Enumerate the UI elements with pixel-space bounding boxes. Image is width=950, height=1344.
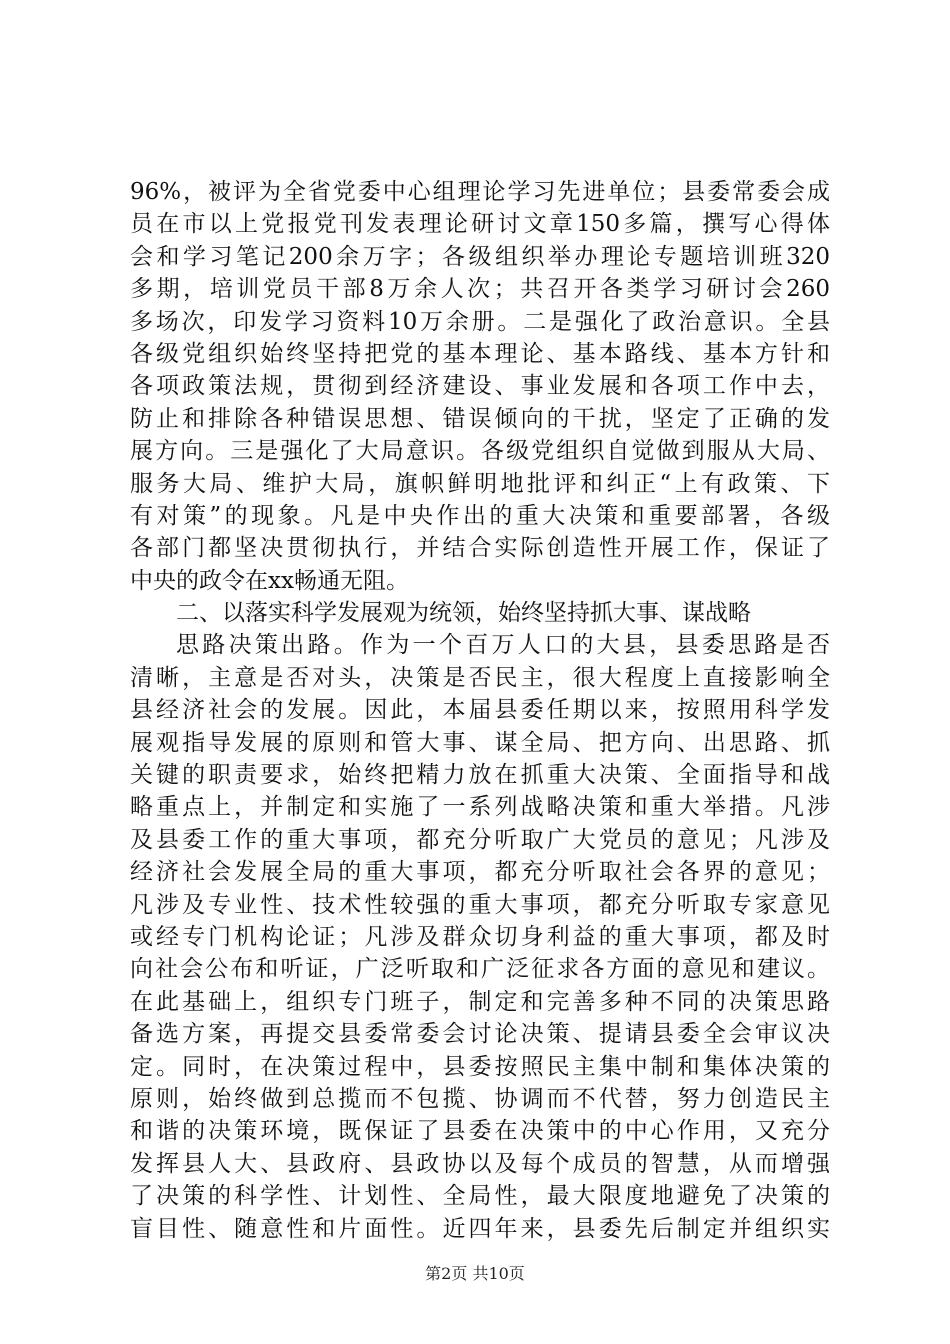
text-line: 服务大局、维护大局，旗帜鲜明地批评和纠正“上有政策、下	[130, 470, 830, 497]
text-line: 发挥县人大、县政府、县政协以及每个成员的智慧，从而增强	[130, 1150, 830, 1177]
text-line: 多场次，印发学习资料10万余册。二是强化了政治意识。全县	[130, 308, 830, 335]
section-heading: 二、以落实科学发展观为统领，始终坚持抓大事、谋战略	[176, 600, 751, 627]
text-line: 各项政策法规，贯彻到经济建设、事业发展和各项工作中去，	[130, 373, 830, 400]
text-line: 向社会公布和听证，广泛听取和广泛征求各方面的意见和建议。	[130, 956, 830, 983]
text-line: 会和学习笔记200余万字；各级组织举办理论专题培训班320	[130, 243, 830, 270]
text-line: 各部门都坚决贯彻执行，并结合实际创造性开展工作，保证了	[130, 535, 830, 562]
text-line: 了决策的科学性、计划性、全局性，最大限度地避免了决策的	[130, 1183, 830, 1210]
text-line: 员在市以上党报党刊发表理论研讨文章150多篇，撰写心得体	[130, 211, 830, 238]
text-line: 凡涉及专业性、技术性较强的重大事项，都充分听取专家意见	[130, 891, 830, 918]
text-line: 或经专门机构论证；凡涉及群众切身利益的重大事项，都及时	[130, 923, 830, 950]
text-line: 多期，培训党员干部8万余人次；共召开各类学习研讨会260	[130, 276, 830, 303]
text-line: 定。同时，在决策过程中，县委按照民主集中制和集体决策的	[130, 1053, 830, 1080]
text-line: 在此基础上，组织专门班子，制定和完善多种不同的决策思路	[130, 988, 830, 1015]
text-line: 中央的政令在xx畅通无阻。	[130, 567, 409, 594]
text-line: 各级党组织始终坚持把党的基本理论、基本路线、基本方针和	[130, 340, 830, 367]
text-line: 及县委工作的重大事项，都充分听取广大党员的意见；凡涉及	[130, 826, 830, 853]
text-line: 关键的职责要求，始终把精力放在抓重大决策、全面指导和战	[130, 762, 830, 789]
text-line: 防止和排除各种错误思想、错误倾向的干扰，坚定了正确的发	[130, 405, 830, 432]
text-line: 原则，始终做到总揽而不包揽、协调而不代替，努力创造民主	[130, 1085, 830, 1112]
text-line: 经济社会发展全局的重大事项，都充分听取社会各界的意见；	[130, 859, 830, 886]
text-line: 略重点上，并制定和实施了一系列战略决策和重大举措。凡涉	[130, 794, 830, 821]
text-line: 96%，被评为全省党委中心组理论学习先进单位；县委常委会成	[130, 179, 830, 205]
text-line: 展观指导发展的原则和管大事、谋全局、把方向、出思路、抓	[130, 729, 830, 756]
text-line: 有对策”的现象。凡是中央作出的重大决策和重要部署，各级	[130, 502, 830, 529]
text-line: 备选方案，再提交县委常委会讨论决策、提请县委全会审议决	[130, 1021, 830, 1048]
text-line: 和谐的决策环境，既保证了县委在决策中的中心作用，又充分	[130, 1118, 830, 1145]
text-line: 展方向。三是强化了大局意识。各级党组织自觉做到服从大局、	[130, 438, 830, 465]
text-line: 盲目性、随意性和片面性。近四年来，县委先后制定并组织实	[130, 1215, 830, 1242]
page-number-footer: 第2页 共10页	[425, 1264, 525, 1283]
text-line: 思路决策出路。作为一个百万人口的大县，县委思路是否	[176, 632, 830, 659]
document-body	[130, 176, 830, 1245]
text-line: 县经济社会的发展。因此，本届县委任期以来，按照用科学发	[130, 697, 830, 724]
text-line: 清晰，主意是否对头，决策是否民主，很大程度上直接影响全	[130, 664, 830, 691]
